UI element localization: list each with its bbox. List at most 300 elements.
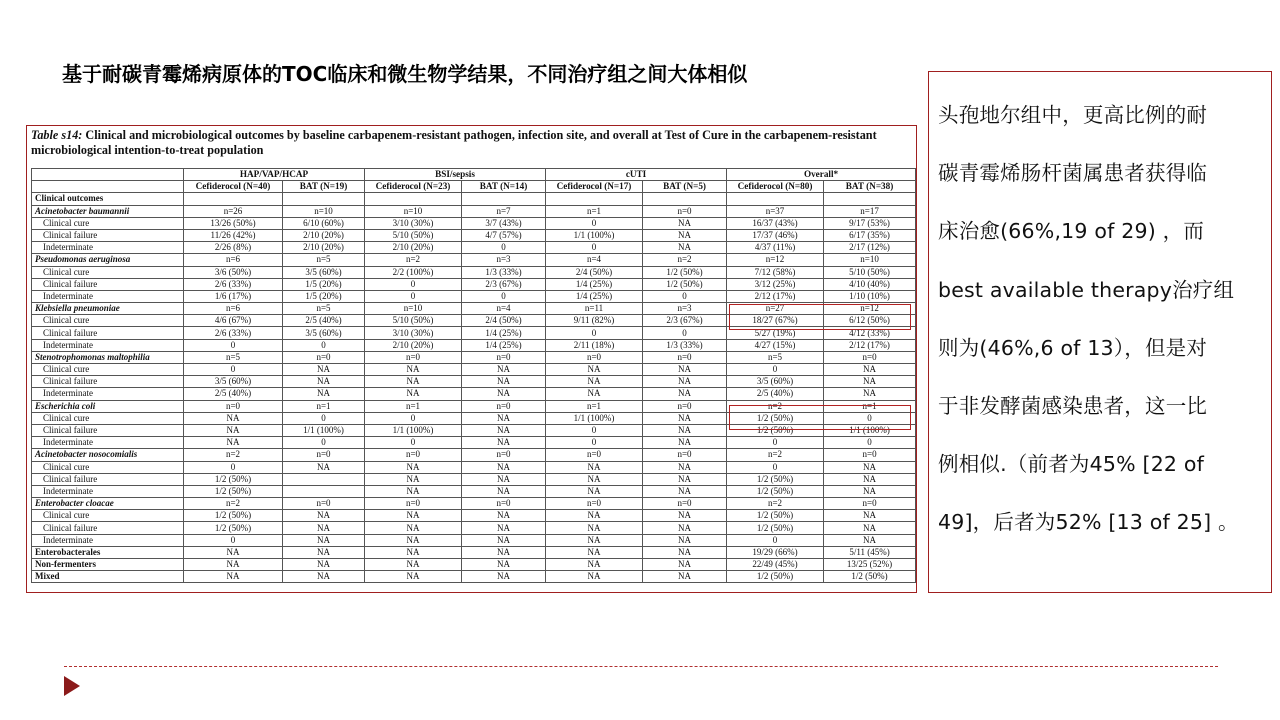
row-label: Indeterminate (32, 534, 184, 546)
table-row (32, 351, 916, 363)
row-label: Indeterminate (32, 437, 184, 449)
table-cell: NA (462, 364, 546, 376)
table-cell: 0 (184, 461, 283, 473)
row-label: Non-fermenters (32, 559, 184, 571)
table-cell: 4/7 (57%) (462, 229, 546, 241)
row-label: Clinical cure (32, 510, 184, 522)
table-cell: NA (643, 376, 727, 388)
table-cell: 2/17 (12%) (824, 242, 916, 254)
table-cell: NA (643, 229, 727, 241)
table-cell: NA (462, 388, 546, 400)
table-cell: 13/26 (50%) (184, 217, 283, 229)
table-cell: n=37 (727, 205, 824, 217)
row-label: Clinical cure (32, 461, 184, 473)
table-cell: NA (283, 364, 365, 376)
table-cell: n=4 (546, 254, 643, 266)
table-cell: 1/1 (100%) (824, 424, 916, 436)
table-cell: NA (462, 534, 546, 546)
table-row (32, 534, 916, 546)
table-row (32, 376, 916, 388)
table-cell: n=0 (365, 449, 462, 461)
table-cell (824, 193, 916, 205)
side-note-line: 碳青霉烯肠杆菌属患者获得临 (938, 161, 1208, 186)
table-cell: n=0 (184, 400, 283, 412)
table-cell: NA (546, 388, 643, 400)
table-cell: n=3 (462, 254, 546, 266)
table-cell: 1/1 (100%) (283, 424, 365, 436)
table-cell: NA (546, 522, 643, 534)
table-cell (283, 193, 365, 205)
table-cell: 0 (643, 327, 727, 339)
table-cell: n=12 (727, 254, 824, 266)
table-cell: n=0 (824, 498, 916, 510)
row-label: Klebsiella pneumoniae (32, 303, 184, 315)
table-cell: 0 (184, 339, 283, 351)
table-cell: NA (546, 364, 643, 376)
table-cell: n=0 (546, 449, 643, 461)
table-cell: 0 (546, 242, 643, 254)
table-caption-line1: Clinical and microbiological outcomes by baseline carbapenem-resistant pathogen, infection site, and overall at Test of Cure in the carbapenem-resistant (82, 128, 877, 142)
table-cell: n=2 (643, 254, 727, 266)
row-label: Pseudomonas aeruginosa (32, 254, 184, 266)
table-cell: n=0 (365, 498, 462, 510)
row-label: Clinical failure (32, 229, 184, 241)
side-note-line: best available therapy治疗组 (938, 277, 1235, 302)
table-cell: n=2 (365, 254, 462, 266)
table-cell: n=10 (365, 303, 462, 315)
table-cell: n=0 (546, 498, 643, 510)
table-cell: NA (462, 546, 546, 558)
table-cell: 1/2 (50%) (643, 278, 727, 290)
side-note-line: 床治愈(66%,19 of 29) ，而 (938, 219, 1205, 244)
corner-cell (32, 169, 184, 181)
table-cell: 3/5 (60%) (283, 327, 365, 339)
table-cell: 3/5 (60%) (727, 376, 824, 388)
table-cell: n=1 (824, 400, 916, 412)
table-row (32, 424, 916, 436)
table-cell: 1/2 (50%) (727, 510, 824, 522)
table-cell: NA (546, 461, 643, 473)
table-cell: n=27 (727, 303, 824, 315)
table-cell: NA (546, 473, 643, 485)
group-header: cUTI (546, 169, 727, 181)
table-cell: 1/2 (50%) (727, 485, 824, 497)
column-header: BAT (N=14) (462, 181, 546, 193)
table-row (32, 388, 916, 400)
row-label: Stenotrophomonas maltophilia (32, 351, 184, 363)
table-cell: NA (283, 522, 365, 534)
table-cell: 7/12 (58%) (727, 266, 824, 278)
table-cell: NA (365, 364, 462, 376)
table-cell: NA (546, 534, 643, 546)
table-cell: NA (546, 510, 643, 522)
table-cell (462, 193, 546, 205)
table-cell: 0 (824, 437, 916, 449)
table-cell: 4/12 (33%) (824, 327, 916, 339)
table-row (32, 498, 916, 510)
table-cell: NA (643, 424, 727, 436)
table-cell: 1/1 (100%) (365, 424, 462, 436)
table-cell: 0 (462, 242, 546, 254)
column-header: BAT (N=38) (824, 181, 916, 193)
table-row (32, 485, 916, 497)
table-cell: 13/25 (52%) (824, 559, 916, 571)
table-cell: 0 (727, 364, 824, 376)
side-note-line: 例相似.（前者为45% [22 of (938, 452, 1205, 477)
table-cell: n=10 (283, 205, 365, 217)
row-label: Indeterminate (32, 388, 184, 400)
row-label: Clinical outcomes (32, 193, 184, 205)
table-cell: 1/5 (20%) (283, 278, 365, 290)
table-cell: NA (184, 571, 283, 583)
table-cell: 5/11 (45%) (824, 546, 916, 558)
footer-divider (64, 666, 1218, 667)
table-cell: 18/27 (67%) (727, 315, 824, 327)
table-row (32, 278, 916, 290)
table-cell: 6/17 (35%) (824, 229, 916, 241)
table-cell: 0 (727, 534, 824, 546)
table-cell: 1/1 (100%) (546, 229, 643, 241)
table-cell: 0 (462, 290, 546, 302)
table-row (32, 437, 916, 449)
group-header: Overall* (727, 169, 916, 181)
table-cell: NA (365, 559, 462, 571)
row-label: Indeterminate (32, 485, 184, 497)
table-cell: NA (365, 376, 462, 388)
table-cell: n=1 (365, 400, 462, 412)
table-cell: NA (824, 473, 916, 485)
table-cell: 0 (365, 278, 462, 290)
table-cell (727, 193, 824, 205)
table-cell: NA (643, 461, 727, 473)
table-cell: n=5 (283, 303, 365, 315)
table-cell: 9/11 (82%) (546, 315, 643, 327)
table-cell: 0 (643, 290, 727, 302)
table-caption-line2: microbiological intention-to-treat population (31, 143, 264, 157)
table-cell: NA (462, 559, 546, 571)
table-cell: n=0 (643, 351, 727, 363)
table-cell: NA (462, 571, 546, 583)
table-caption-label: Table s14: (31, 128, 83, 142)
side-note-line: 头孢地尔组中，更高比例的耐 (938, 103, 1208, 127)
row-label: Clinical cure (32, 315, 184, 327)
table-cell: n=1 (546, 205, 643, 217)
table-cell: NA (283, 461, 365, 473)
outcomes-table (31, 168, 916, 583)
table-cell: n=0 (643, 498, 727, 510)
table-cell: 1/6 (17%) (184, 290, 283, 302)
table-cell: n=2 (184, 498, 283, 510)
table-row (32, 205, 916, 217)
table-cell: n=3 (643, 303, 727, 315)
table-cell: 9/17 (53%) (824, 217, 916, 229)
table-cell: 2/11 (18%) (546, 339, 643, 351)
table-cell: 4/10 (40%) (824, 278, 916, 290)
table-body (32, 193, 916, 583)
table-cell: NA (643, 242, 727, 254)
group-header-row (32, 169, 916, 181)
row-label: Clinical cure (32, 266, 184, 278)
table-cell (283, 485, 365, 497)
row-label: Clinical failure (32, 522, 184, 534)
table-cell: NA (643, 546, 727, 558)
table-cell: n=26 (184, 205, 283, 217)
table-cell: NA (643, 364, 727, 376)
table-cell: 4/37 (11%) (727, 242, 824, 254)
table-cell: 3/12 (25%) (727, 278, 824, 290)
table-cell (643, 193, 727, 205)
table-cell: 2/26 (8%) (184, 242, 283, 254)
row-label: Indeterminate (32, 290, 184, 302)
table-cell: NA (462, 412, 546, 424)
table-cell: 1/4 (25%) (546, 278, 643, 290)
table-cell: NA (643, 473, 727, 485)
table-cell: 1/2 (50%) (727, 473, 824, 485)
table-row (32, 546, 916, 558)
row-label: Clinical cure (32, 364, 184, 376)
table-cell: NA (643, 559, 727, 571)
table-cell: 0 (283, 339, 365, 351)
table-cell: NA (462, 473, 546, 485)
row-label: Mixed (32, 571, 184, 583)
table-cell: NA (184, 424, 283, 436)
table-cell: 1/2 (50%) (184, 522, 283, 534)
table-cell: NA (462, 424, 546, 436)
table-cell: 3/10 (30%) (365, 217, 462, 229)
table-cell: NA (365, 522, 462, 534)
table-cell: 11/26 (42%) (184, 229, 283, 241)
table-cell (546, 193, 643, 205)
table-cell: 3/7 (43%) (462, 217, 546, 229)
table-cell: n=0 (546, 351, 643, 363)
table-cell: NA (546, 559, 643, 571)
table-cell: 4/6 (67%) (184, 315, 283, 327)
column-header: Cefiderocol (N=17) (546, 181, 643, 193)
table-cell: NA (283, 388, 365, 400)
table-cell (283, 473, 365, 485)
triangle-arrow-icon (64, 676, 80, 696)
table-cell: NA (824, 461, 916, 473)
table-cell: 5/10 (50%) (365, 315, 462, 327)
table-cell: n=0 (643, 400, 727, 412)
table-cell: 2/10 (20%) (365, 242, 462, 254)
table-cell: NA (462, 510, 546, 522)
table-row (32, 193, 916, 205)
table-cell: NA (365, 546, 462, 558)
column-header: Cefiderocol (N=23) (365, 181, 462, 193)
table-cell: 19/29 (66%) (727, 546, 824, 558)
table-cell: NA (824, 388, 916, 400)
table-cell: n=7 (462, 205, 546, 217)
row-label: Clinical failure (32, 278, 184, 290)
table-cell: NA (546, 485, 643, 497)
table-cell: n=1 (546, 400, 643, 412)
table-cell: 0 (727, 437, 824, 449)
table-cell: 3/5 (60%) (184, 376, 283, 388)
table-cell: 6/12 (50%) (824, 315, 916, 327)
table-cell: NA (824, 522, 916, 534)
table-cell: 2/5 (40%) (184, 388, 283, 400)
table-cell: 2/4 (50%) (462, 315, 546, 327)
table-cell: 1/2 (50%) (727, 522, 824, 534)
table-cell: n=0 (462, 351, 546, 363)
table-cell: 1/4 (25%) (462, 339, 546, 351)
row-label: Acinetobacter nosocomialis (32, 449, 184, 461)
table-cell: 3/5 (60%) (283, 266, 365, 278)
table-cell: 1/4 (25%) (462, 327, 546, 339)
table-cell: 22/49 (45%) (727, 559, 824, 571)
table-row (32, 473, 916, 485)
table-cell: 2/6 (33%) (184, 327, 283, 339)
side-note-line: 于非发酵菌感染患者，这一比 (938, 393, 1208, 418)
table-cell: NA (462, 522, 546, 534)
table-cell: 0 (365, 437, 462, 449)
table-cell: 5/27 (19%) (727, 327, 824, 339)
table-cell: NA (365, 571, 462, 583)
row-label: Indeterminate (32, 242, 184, 254)
table-cell (365, 193, 462, 205)
row-label: Clinical failure (32, 376, 184, 388)
table-cell: 2/10 (20%) (365, 339, 462, 351)
table-cell: NA (643, 485, 727, 497)
table-cell: 0 (546, 437, 643, 449)
table-cell: NA (643, 388, 727, 400)
table-cell: 1/2 (50%) (184, 485, 283, 497)
table-cell: n=0 (365, 351, 462, 363)
table-cell: 2/10 (20%) (283, 242, 365, 254)
table-caption (27, 126, 916, 158)
group-header: HAP/VAP/HCAP (184, 169, 365, 181)
table-cell: n=5 (727, 351, 824, 363)
table-cell: n=12 (824, 303, 916, 315)
table-cell: 0 (283, 412, 365, 424)
table-cell: NA (365, 510, 462, 522)
table-cell: 0 (824, 412, 916, 424)
table-cell: 2/12 (17%) (824, 339, 916, 351)
table-cell: n=6 (184, 303, 283, 315)
table-cell: n=0 (283, 351, 365, 363)
table-cell: n=10 (824, 254, 916, 266)
side-note-line: 则为(46%,6 of 13），但是对 (938, 335, 1208, 360)
table-cell: NA (643, 571, 727, 583)
table-cell: NA (283, 546, 365, 558)
table-cell: NA (462, 461, 546, 473)
table-cell: NA (283, 534, 365, 546)
table-cell: NA (283, 559, 365, 571)
table-row (32, 242, 916, 254)
table-cell: 2/5 (40%) (283, 315, 365, 327)
table-cell: 1/2 (50%) (184, 473, 283, 485)
table-cell: 2/6 (33%) (184, 278, 283, 290)
table-cell: NA (365, 388, 462, 400)
table-cell: 0 (365, 290, 462, 302)
table-row (32, 400, 916, 412)
table-cell: NA (462, 376, 546, 388)
table-cell: NA (283, 376, 365, 388)
table-row (32, 339, 916, 351)
table-cell: NA (824, 485, 916, 497)
table-row (32, 303, 916, 315)
table-cell: NA (365, 473, 462, 485)
column-header: Cefiderocol (N=80) (727, 181, 824, 193)
table-cell: 6/10 (60%) (283, 217, 365, 229)
side-note-line: 49]，后者为52% [13 of 25] 。 (938, 510, 1239, 535)
table-cell: n=0 (643, 205, 727, 217)
table-cell: 0 (184, 534, 283, 546)
corner-cell (32, 181, 184, 193)
table-cell: n=0 (283, 498, 365, 510)
table-cell: NA (283, 510, 365, 522)
table-cell: NA (546, 376, 643, 388)
table-cell: n=4 (462, 303, 546, 315)
table-cell: n=0 (824, 351, 916, 363)
table-cell: NA (184, 559, 283, 571)
table-cell: 1/1 (100%) (546, 412, 643, 424)
table-cell: 1/2 (50%) (727, 424, 824, 436)
table-cell: n=0 (462, 498, 546, 510)
table-cell: NA (365, 534, 462, 546)
table-cell: NA (365, 485, 462, 497)
table-cell: 2/3 (67%) (643, 315, 727, 327)
table-cell: 0 (184, 364, 283, 376)
table-cell: n=0 (462, 400, 546, 412)
table-cell: 0 (546, 327, 643, 339)
table-cell: n=0 (462, 449, 546, 461)
table-cell: 0 (546, 424, 643, 436)
row-label: Enterobacterales (32, 546, 184, 558)
table-cell: NA (643, 437, 727, 449)
row-label: Clinical failure (32, 424, 184, 436)
table-row (32, 327, 916, 339)
row-label: Clinical cure (32, 217, 184, 229)
row-label: Acinetobacter baumannii (32, 205, 184, 217)
table-cell: n=2 (727, 498, 824, 510)
table-cell: 1/3 (33%) (643, 339, 727, 351)
side-note-box (928, 71, 1272, 593)
table-cell: 17/37 (46%) (727, 229, 824, 241)
table-cell: n=6 (184, 254, 283, 266)
table-row (32, 254, 916, 266)
table-cell: n=10 (365, 205, 462, 217)
table-cell: 2/2 (100%) (365, 266, 462, 278)
table-cell: 1/4 (25%) (546, 290, 643, 302)
table-cell: NA (643, 412, 727, 424)
row-label: Clinical cure (32, 412, 184, 424)
table-row (32, 461, 916, 473)
table-cell: 2/3 (67%) (462, 278, 546, 290)
column-header: BAT (N=19) (283, 181, 365, 193)
table-row (32, 315, 916, 327)
group-header: BSI/sepsis (365, 169, 546, 181)
column-header-row (32, 181, 916, 193)
table-cell: 1/2 (50%) (824, 571, 916, 583)
table-cell: n=11 (546, 303, 643, 315)
table-cell: NA (643, 522, 727, 534)
table-cell: 0 (283, 437, 365, 449)
table-cell: 1/3 (33%) (462, 266, 546, 278)
table-cell: 16/37 (43%) (727, 217, 824, 229)
table-cell (184, 193, 283, 205)
row-label: Clinical failure (32, 473, 184, 485)
table-row (32, 522, 916, 534)
row-label: Indeterminate (32, 339, 184, 351)
table-cell: 0 (365, 412, 462, 424)
table-cell: 1/10 (10%) (824, 290, 916, 302)
table-cell: NA (643, 534, 727, 546)
slide-title: 基于耐碳青霉烯病原体的TOC临床和微生物学结果，不同治疗组之间大体相似 (62, 62, 748, 86)
table-cell: 1/2 (50%) (643, 266, 727, 278)
column-header: BAT (N=5) (643, 181, 727, 193)
